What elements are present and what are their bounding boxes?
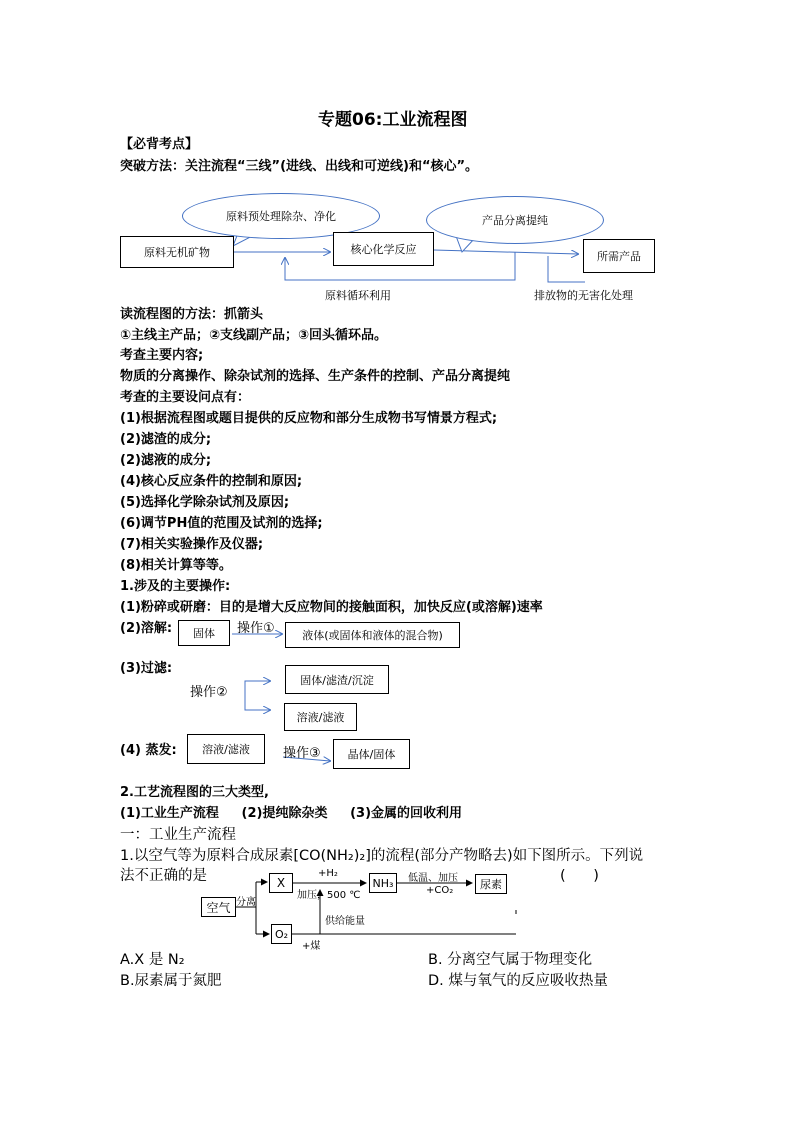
split-label: 分离 — [236, 897, 256, 908]
dissolve-op: 操作① — [237, 621, 275, 636]
product-label: 所需产品 — [597, 250, 641, 263]
question-1-line2: 法不正确的是 — [120, 868, 207, 884]
evaporate-op: 操作③ — [283, 746, 321, 761]
answer-paren: ( ) — [560, 868, 599, 884]
filter-filtrate: 溶液/滤液 — [296, 711, 345, 724]
page-title: 专题06:工业流程图 — [318, 110, 468, 130]
nh3-box — [369, 873, 397, 893]
co2-label: +CO₂ — [426, 885, 454, 896]
air-box — [201, 897, 236, 917]
waste-label: 排放物的无害化处理 — [534, 289, 633, 302]
dissolve-input: 固体 — [193, 627, 215, 640]
text-line: 考查的主要设问点有： — [120, 390, 251, 405]
text-line: (1)根据流程图或题目提供的反应物和部分生成物书写情景方程式; — [120, 411, 498, 426]
method-line: 突破方法：关注流程“三线”(进线、出线和可逆线)和“核心”。 — [120, 159, 479, 174]
raw-material-label: 原料无机矿物 — [144, 246, 210, 259]
option-c: B.尿素属于氮肥 — [120, 973, 222, 989]
nh3-label: NH₃ — [372, 876, 394, 890]
option-a: A.X 是 N₂ — [120, 952, 185, 968]
option-d: D. 煤与氧气的反应吸收热量 — [428, 973, 608, 989]
x-label: X — [276, 876, 286, 890]
question-1-line1: 1.以空气等为原料合成尿素[CO(NH₂)₂]的流程(部分产物略去)如下图所示。下列说 — [120, 848, 644, 864]
dissolve-output: 液体(或固体和液体的混合物) — [302, 629, 443, 642]
text-line: 1.涉及的主要操作: — [120, 579, 231, 594]
urea-box — [475, 874, 507, 894]
text-line: (1)粉碎或研磨：目的是增大反应物间的接触面积，加快反应(或溶解)速率 — [120, 600, 543, 615]
text-line: 考查主要内容; — [120, 348, 204, 363]
recycle-label: 原料循环利用 — [325, 289, 391, 302]
option-b: B. 分离空气属于物理变化 — [428, 952, 593, 968]
o2-label: O₂ — [274, 927, 289, 941]
coal-label: +煤 — [302, 941, 321, 952]
x-box — [269, 873, 293, 893]
pretreatment-label: 原料预处理除杂、净化 — [226, 210, 336, 223]
filter-op: 操作② — [190, 685, 228, 700]
separation-label: 产品分离提纯 — [482, 214, 548, 227]
text-line: (5)选择化学除杂试剂及原因; — [120, 495, 290, 510]
text-line: (6)调节PH值的范围及试剂的选择; — [120, 516, 323, 531]
text-line: ①主线主产品；②支线副产品；③回头循环品。 — [120, 328, 388, 343]
urea-label: 尿素 — [480, 878, 502, 891]
o2-box — [271, 924, 292, 944]
types-title: 2.工艺流程图的三大类型, — [120, 785, 269, 800]
text-line: (8)相关计算等等。 — [120, 558, 232, 573]
core-reaction-label: 核心化学反应 — [350, 243, 417, 256]
evaporate-input: 溶液/滤液 — [202, 743, 250, 756]
h2-label: +H₂ — [318, 868, 338, 879]
text-line: 物质的分离操作、除杂试剂的选择、生产条件的控制、产品分离提纯 — [120, 369, 511, 384]
dissolve-label: (2)溶解: — [120, 621, 173, 636]
section-header: 【必背考点】 — [120, 137, 199, 152]
text-line: (4)核心反应条件的控制和原因; — [120, 474, 303, 489]
text-line: (2)滤渣的成分; — [120, 432, 212, 447]
types-line: (1)工业生产流程 (2)提纯除杂类 (3)金属的回收利用 — [120, 806, 463, 821]
energy-label: 供给能量 — [325, 916, 365, 927]
text-line: 读流程图的方法：抓箭头 — [120, 307, 264, 322]
air-label: 空气 — [206, 900, 231, 915]
condition2-label: 低温、加压 — [408, 873, 458, 884]
text-line: (7)相关实验操作及仪器; — [120, 537, 264, 552]
condition1-label: 加压，500 ℃ — [297, 890, 361, 901]
text-line: (2)滤液的成分; — [120, 453, 212, 468]
part-heading: 一：工业生产流程 — [120, 827, 236, 843]
filter-residue: 固体/滤渣/沉淀 — [300, 673, 374, 687]
evaporate-label: (4) 蒸发: — [120, 743, 177, 758]
filter-label: (3)过滤: — [120, 661, 173, 676]
evaporate-output: 晶体/固体 — [347, 748, 396, 761]
